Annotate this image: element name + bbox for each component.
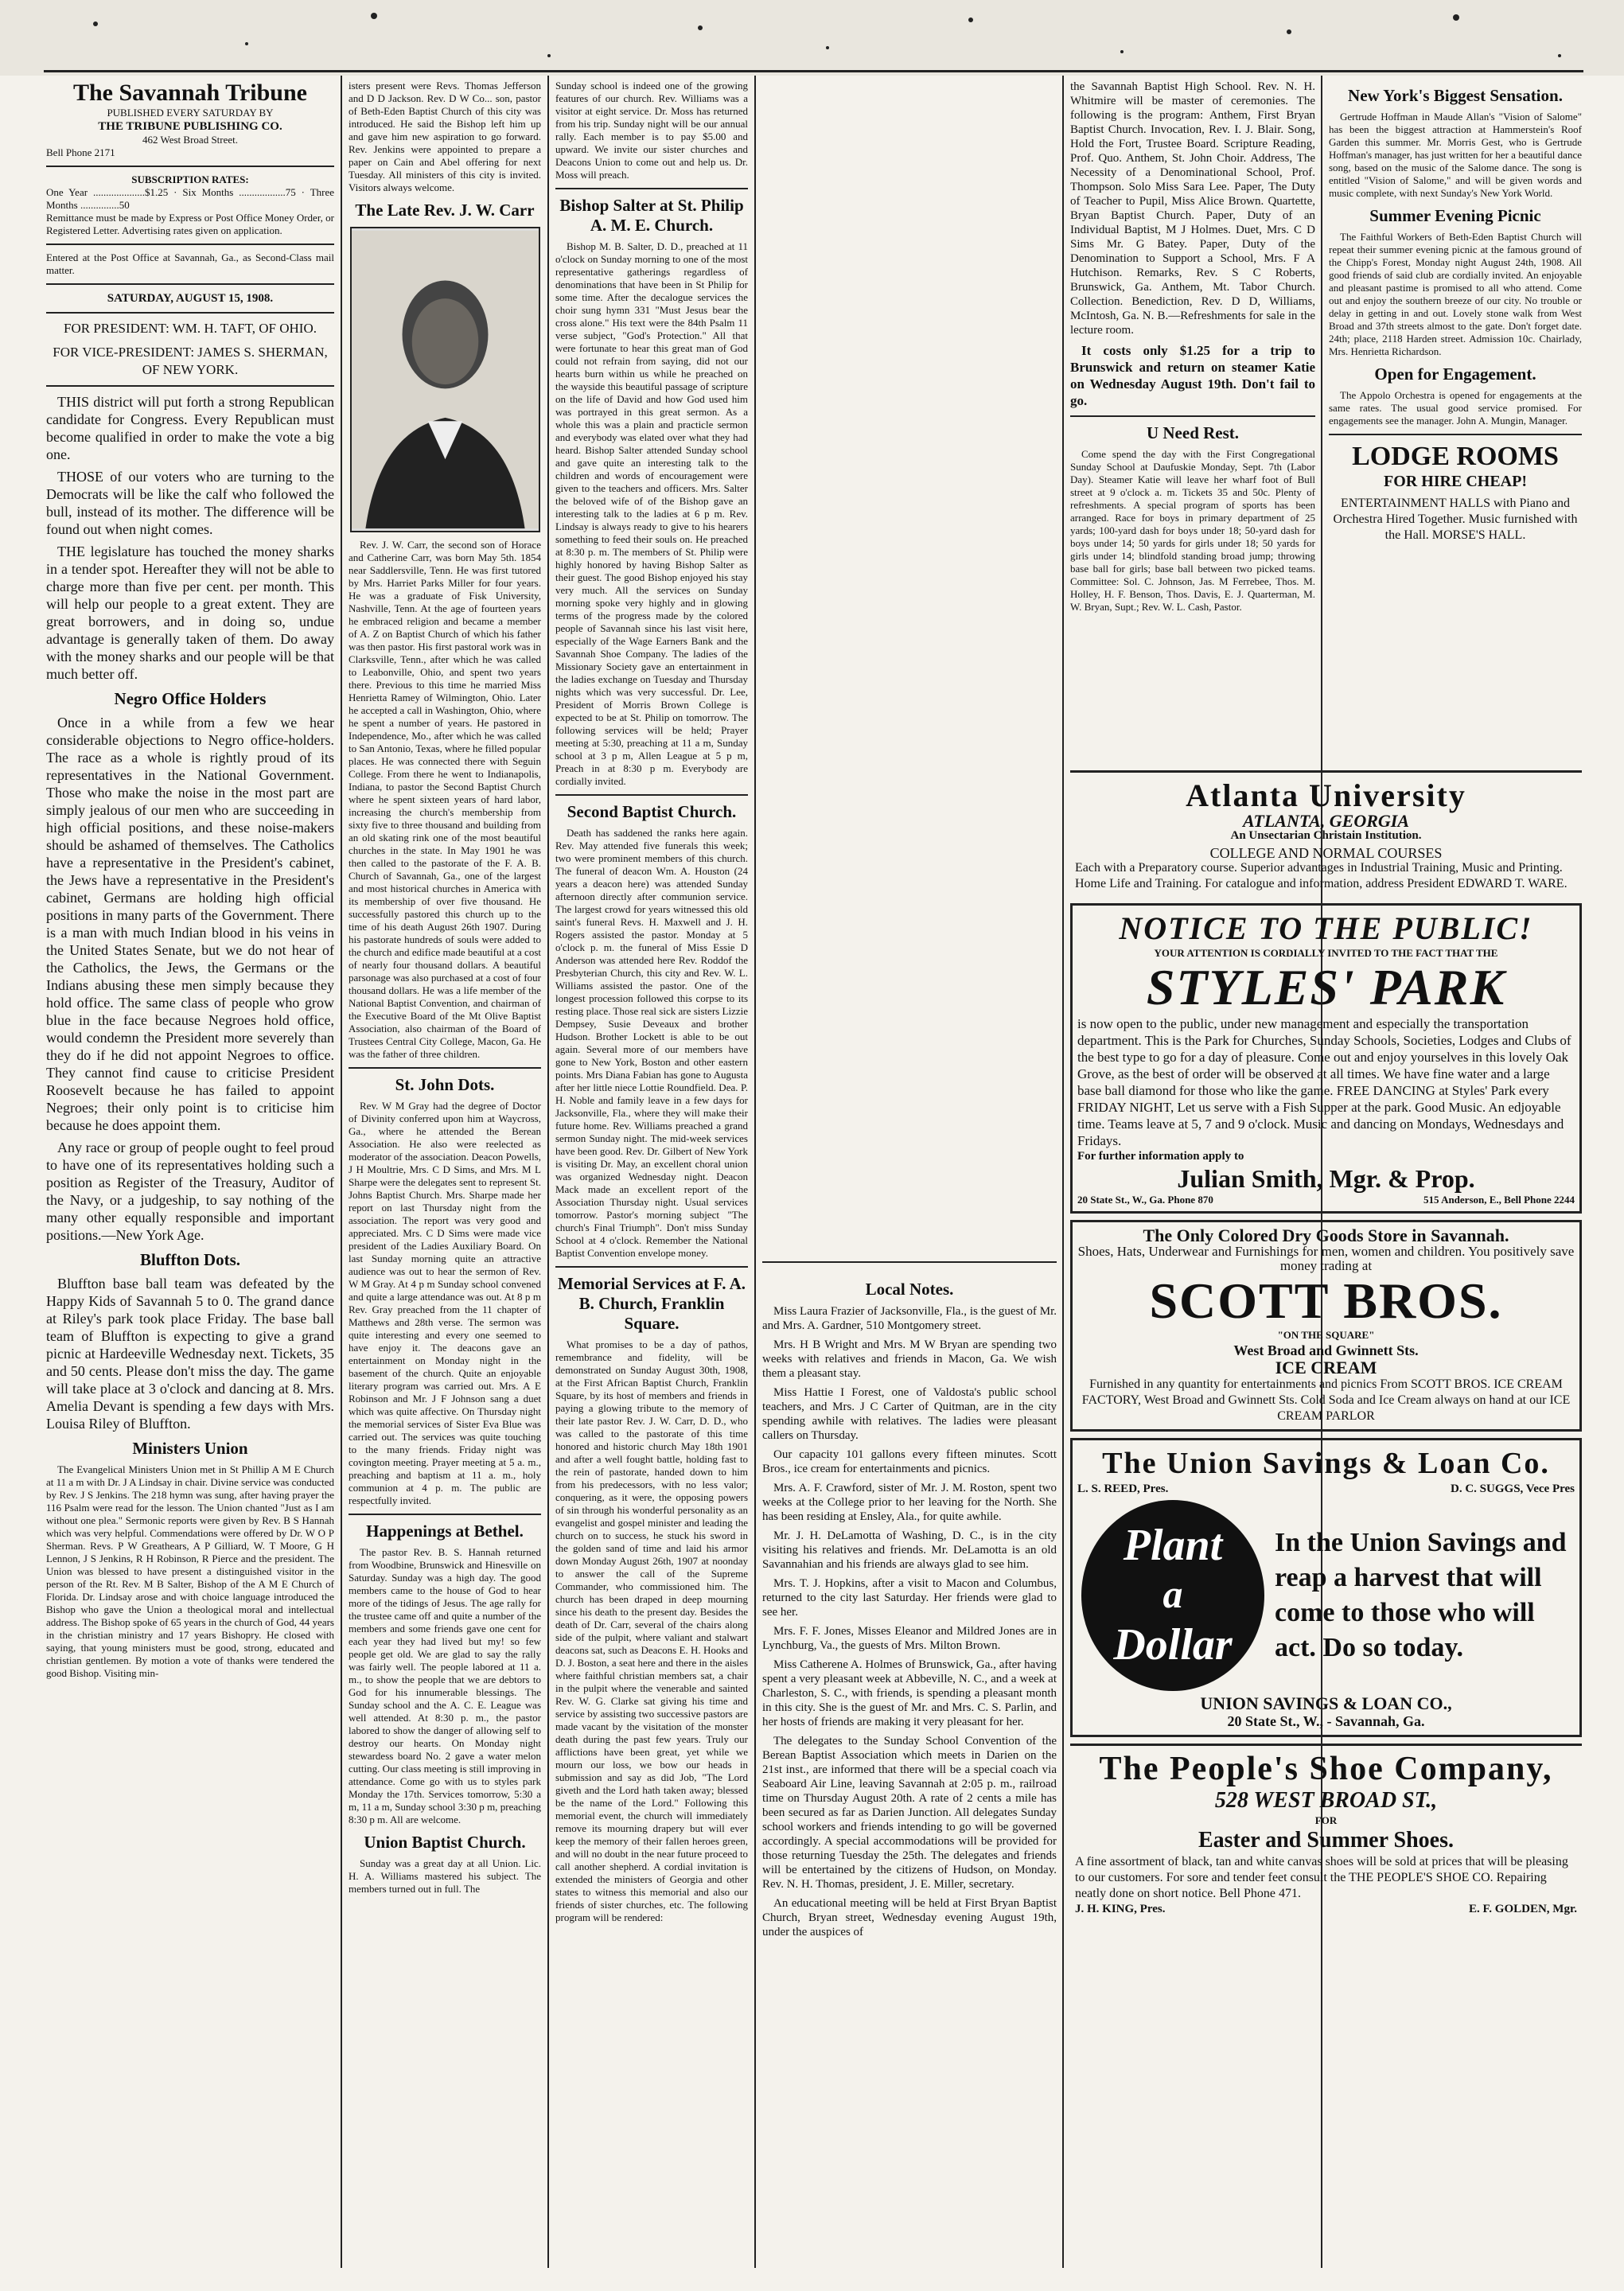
rates-list: One Year ....................$1.25 · Six Months ..................75 · Three Months ...............50	[46, 186, 334, 211]
styles-park-title: STYLES' PARK	[1146, 959, 1506, 1015]
union-footer: UNION SAVINGS & LOAN CO.,	[1200, 1693, 1452, 1713]
scott-address: West Broad and Gwinnett Sts.	[1233, 1342, 1419, 1358]
union-plant-row	[1077, 1496, 1575, 1695]
styles-manager: Julian Smith, Mgr. & Prop.	[1177, 1164, 1475, 1193]
lodge-rooms-title: LODGE ROOMS	[1352, 442, 1559, 471]
column-1	[46, 80, 334, 2276]
divider	[555, 794, 748, 796]
column-6	[1329, 80, 1582, 756]
article-paragraph: Bishop M. B. Salter, D. D., preached at 11 o'clock on Sunday morning to one of the most representative gatherings regardless of denominations that have been in St Philip for some time. After the decalogue services the choir sung hymn 331 "Must Jesus bear the cross alone." His text were the 84th Psalm 11 verse subject, "God's Protection." All that were fortunate to hear this great man of God could not refrain from saying, did not our hearts burn within us while he preached on the wayside this beautiful passage of scripture on the life of David and how God used him was portrayed in this great sermon. As a whole this was a plain and practicle sermon and everybody was elated over what they had heard. Bishop Salter attended Sunday school and gave quite an interesting talk to the children and words of encouragement were given to the teachers and officers. Mrs. Salter the beloved wife of of the Bishop gave an interesting talk to the ladies at 6 p m. Rev. Lindsay is always ready to give to his hearers something to feed their souls on. He preached at 8:30 p. m. The members of St. Philip were highly honored by having Bishop Salter as their guest. The good Bishop enjoyed his stay very much. All the services on Sunday morning spoke very highly and in glowing terms of the progress made by the colored people of Savannah since his last visit here, especially of the Wage Earners Bank and the Savannah Shoe Company. The ladies of the Missionary Society gave an entertainment in the ladies exchange on Tuesday and Thursday nights which was very successful. Dr. Lee, President of Morris Brown College is expected to be at St. Philip on tomorrow. The following services will be held; Prayer meeting at 5:30, preaching at 11 a m, Sunday school at 3 p m, Allen League at 5 p m, Preach in at 8:30 p m. Everybody are cordially invited.	[555, 240, 748, 787]
divider	[46, 312, 334, 314]
portrait-image	[350, 227, 540, 532]
local-note: Mr. J. H. DeLamotta of Washing, D. C., is in the city visiting his relatives and friends. Mr. DeLamotta is an old Savannahian and his friends are always glad to see him.	[762, 1529, 1057, 1571]
divider	[762, 1261, 1057, 1263]
shoe-text: A fine assortment of black, tan and white canvas shoes will be sold at prices that will be pleasing to our customers. For sore and tender feet consult the THE PEOPLE'S SHOE CO. Repairing neatly done on short notice. Bell Phone 471.	[1075, 1855, 1568, 1900]
remittance-note: Remittance must be made by Express or Post Office Money Order, or Registered Letter. Advertising rates given on application.	[46, 212, 334, 236]
shoe-address: 528 WEST BROAD ST.,	[1214, 1788, 1438, 1813]
divider	[46, 283, 334, 285]
article-paragraph: The Evangelical Ministers Union met in St Phillip A M E Church at 11 a m with Dr. J A Lindsay in chair. Divine service was conducted by Rev. J S Jenkins. The 218 hymn was sung, after having prayer the 116 Psalm were read for the lesson. The Union chanted "Just as I am without one plea." Sermonic reports were given by Rev. B S Hannah which was very helpful. Commendations were offered by Dr. W O P Sherman. Revs. P W Greathears, A P Gilliard, W. T Moore, G H Lennon, J S Jenkins, R H Robinson, R Pierce and the president. The Union was blessed to have present a distinguished visitor in the person of the Rt. Rev. M B Salter, Bishop of the A M E Church of Florida. Dr. Lindsay arose and with choice language introduced the Bishop who gave the Union a theological moral and intellectual address. The Bishop spoke of 65 years in the church of God, 44 years in the christian ministry and 17 years Bishopry. He closed with saying, that young ministers must be good, strong, educated and christian gentlemen. By motion a vote of thanks were tendered the good Bishop. Visiting min-	[46, 1463, 334, 1679]
union-vice-president: D. C. SUGGS, Vece Pres	[1451, 1483, 1575, 1495]
article-heading: Union Baptist Church.	[364, 1833, 526, 1852]
local-note: Mrs. T. J. Hopkins, after a visit to Macon and Columbus, returned to the city last Saturday. Her friends were glad to see her.	[762, 1577, 1057, 1619]
union-text: In the Union Savings and reap a harvest that will come to those who will act. Do so today.	[1275, 1528, 1567, 1662]
divider	[1329, 434, 1582, 435]
article-heading: The Late Rev. J. W. Carr	[355, 201, 535, 220]
president-candidate: FOR PRESIDENT: WM. H. TAFT, OF OHIO.	[64, 321, 317, 336]
divider	[349, 1067, 541, 1069]
scott-heading: The Only Colored Dry Goods Store in Savannah.	[1143, 1225, 1509, 1245]
column-rule	[547, 76, 549, 2268]
article-paragraph: Sunday school is indeed one of the growing features of our church. Rev. Williams was a visitor at eight service. Dr. Moss has returned from his trip. Sunday night will be our annual rally. Each member is to pay $5.00 and upward. We invite our sister churches and Deacons Union to come out and help us. Dr. Moss will preach.	[555, 80, 748, 181]
a-word: a	[1163, 1572, 1183, 1616]
rates-heading: SUBSCRIPTION RATES:	[131, 173, 249, 185]
union-officers	[1077, 1482, 1575, 1496]
divider	[46, 385, 334, 387]
divider	[46, 166, 334, 167]
masthead-title: The Savannah Tribune	[72, 80, 307, 106]
union-savings-ad	[1070, 1438, 1582, 1737]
program-paragraph: the Savannah Baptist High School. Rev. N. H. Whitmire will be master of ceremonies. The following is the program: Anthem, First Bryan Baptist Church. Invocation, Rev. I. J. Blair. Song, Hold the Fort, Trustee Board. Scripture Reading, Prof. Quo. Anthem, St. John Choir. Address, The Necessity of a Denominational School, Prof. Thompson. Solo Miss Sara Lee. Paper, The Duty of Teacher to Pupil, Miss Alice Brown. Quartette, Bryan Baptist Church. Paper, Duty of an Individual Baptist, M J Holmes. Duet, Mrs. C D Sims Mr. G Batey. Paper, Duty of the Denomination to Support a School, Mrs. F A Hutchison. Remarks, Rev. S C Roberts, Brunswick, Ga. Anthem, Mt. Tabor Church. Collection. Benediction, Rev. D D, Williams, McIntosh, Ga. N. B.—Refreshments for sale in the lecture room.	[1070, 80, 1315, 337]
article-paragraph: Bluffton base ball team was defeated by the Happy Kids of Savannah 5 to 0. The grand dance at Riley's park took place Friday. The base ball team of Bluffton is expecting to give a grand picnic at Hardeeville Wednesday next. Tickets, 35 and 50 cents. Please don't miss the day. The game will take place at 3 o'clock and dancing at 8. Mrs. Amelia Devant is spending a few days with Mrs. Louisa Riley of Bluffton.	[46, 1276, 334, 1432]
article-paragraph: Gertrude Hoffman in Maude Allan's "Vision of Salome" has been the biggest attraction at Hammerstein's Roof Garden this summer. Mr. Morris Gest, who is Gertrude Hoffman's manager, has just written for her a beautiful dance song, based on the music of the Salome dance. The song is entitled "Vision of Salome," and will be given words and music complete, with next Sunday's New York World.	[1329, 111, 1582, 199]
column-4	[762, 1273, 1057, 2276]
article-paragraph: Death has saddened the ranks here again. Rev. May attended five funerals this week; two were prominent members of this church. The funeral of deacon Wm. A. Houston (24 years a deacon here) was attended Sunday afternoon directly after communion service. The largest crowd for years witnessed this old saint's funeral Revs. H. Maxwell and J. H. Rogers assisted the pastor. Monday at 5 o'clock p. m. the funeral of Miss Essie D Anderson was attended here Rev. Roddof the Presbyterian Church, this city and Rev. W. L. Williams assisted the pastor. One of the longest procession followed this corpse to its resting place. Those real sick are sisters Lizzie Dempsey, Susie Deveaux and brother Hudson. Brother Lockett is able to be out again. Several more of our members have gone to New York, Boston and other eastern points. Mrs Diana Fabian has gone to Augusta after her little niece Lottie Roundfield. Dea. P. H. Noble and family leave in a few days for Jacksonville, Fla., where they will make their future home. Rev. Williams preached a grand sermon Sunday night. The mid-week services have been good. Rev. Dr. Gilbert of New York is visiting Dr. May, an excellent choral union was organized Wednesday night. Deacon Mack made an excellent report of the Association Thursday night. Usual services tomorrow. Pastor's morning subject "The church's Final Triumph". Don't miss Sunday School at 4 o'clock. Remember the National Baptist Convention envelope money.	[555, 827, 748, 1259]
print-noise-border	[0, 0, 1624, 76]
column-3	[555, 80, 748, 2276]
styles-addresses	[1077, 1194, 1575, 1206]
styles-address-west: 20 State St., W., Ga. Phone 870	[1077, 1194, 1213, 1206]
styles-apply: For further information apply to	[1077, 1150, 1244, 1163]
dollar-word: Dollar	[1113, 1620, 1233, 1670]
article-paragraph: Sunday was a great day at all Union. Lic. H. A. Williams mastered his subject. The members turned out in full. The	[349, 1857, 541, 1895]
atlanta-text: Each with a Preparatory course. Superior advantages in Industrial Training, Music and Printing. Home Life and Training. For catalogue and information, address President EDWARD T. WARE.	[1075, 861, 1568, 890]
scott-bros-ad	[1070, 1220, 1582, 1432]
article-paragraph: isters present were Revs. Thomas Jefferson and D D Jackson. Rev. D W Co... son, pastor of Beth-Eden Baptist Church of this city was introduced. He said the Bishop left him up and gave him new aspiration to go forward. Rev. Jenkins were appointed to prepare a paper on Cain and Abel offering for next Tuesday. All ministers of this city is invited. Visitors always welcome.	[349, 80, 541, 193]
article-heading: Local Notes.	[865, 1280, 954, 1299]
article-paragraph: Rev. W M Gray had the degree of Doctor of Divinity conferred upon him at Waycross, Ga., where he attended the Berean Association. He also were reelected as moderator of the association. Deacon Powells, J H Moultrie, Mrs. C D Sims, and Mrs. M L Sharpe were the delegates sent to represent St. Johns Baptist Church. Mrs. Sharpe made her report on last Thursday night from the association. The report was very good and appreciated. Mrs. C D Sims were made vice president of the Ladies Auxiliary Board. On last Sunday morning quite an attractive audience was out to hear the sermon of Rev. W M Gray. At 4 p m Sunday school convened and quite a large attendance was out. At 8 p m Rev. Gray preached from the 11 chapter of Matthews and 28th verse. The sermon was quite interesting and every one seemed to have enjoy it. The deacons gave an entertainment on Monday night in the basement of the church. Quite an enjoyable literary program was carried out. Mrs. A E Robinson and Mr. J F Johnson sang a duet which was quite affective. On Thursday night the memorial services of Sister Eva Blue was carried out. The services was quite touching to the many friends. Friday night was covington meeting. Prayer meeting at 5 a. m., preaching and baptism at 11 a. m., holy communion at 4 p. m. The public are respectfully invited.	[349, 1100, 541, 1506]
ads-column	[1070, 764, 1582, 2276]
local-note: Miss Laura Frazier of Jacksonville, Fla., is the guest of Mr. and Mrs. A. Gardner, 510 Montgomery street.	[762, 1305, 1057, 1332]
masthead-published: PUBLISHED EVERY SATURDAY BY	[107, 107, 274, 119]
article-heading: Bishop Salter at St. Philip A. M. E. Church.	[559, 196, 744, 235]
shoe-manager: E. F. GOLDEN, Mgr.	[1469, 1903, 1577, 1915]
article-paragraph: Come spend the day with the First Congregational Sunday School at Daufuskie Monday, Sept. 7th (Labor Day). Steamer Katie will leave her wharf foot of Bull street at 9 o'clock a. m. Tickets 35 and 50c. Plenty of refreshments. A special program of sports has been arranged. Race for boys in primary department of 25 yards; 100-yard dash for boys under 18; 50-yard dash for boys under 14; 50 yards for girls under 18; 50 yards for girls under 14; blindfold standing broad jump; throwing base ball for girls; base ball between two picked teams. Committee: Sol. C. Johnson, Jas. M Ferrebee, Thos. M. Holley, H. F. Benson, Thos. Davis, E. J. Quarterman, M. W. Bryan, Supt.; Rev. W. L. Cash, Pastor.	[1070, 448, 1315, 613]
article-heading: U Need Rest.	[1146, 423, 1240, 442]
article-heading: New York's Biggest Sensation.	[1348, 86, 1563, 105]
divider	[1070, 415, 1315, 417]
shoe-president: J. H. KING, Pres.	[1075, 1903, 1166, 1915]
shoe-officers	[1075, 1902, 1577, 1916]
article-paragraph: Any race or group of people ought to feel proud to have one of its representatives holding such a position as Register of the Treasury, Auditor of the Navy, or a judgeship, to say nothing of the many other equally responsible and important positions.—New York Age.	[46, 1140, 334, 1243]
masthead-phone: Bell Phone 2171	[46, 146, 115, 158]
notice-subtitle: YOUR ATTENTION IS CORDIALLY INVITED TO THE FACT THAT THE	[1154, 947, 1498, 959]
divider	[555, 188, 748, 189]
article-heading: Open for Engagement.	[1374, 364, 1536, 384]
entered-note: Entered at the Post Office at Savannah, Ga., as Second-Class mail matter.	[46, 251, 334, 276]
local-note: Our capacity 101 gallons every fifteen minutes. Scott Bros., ice cream for entertainments and picnics.	[762, 1448, 1057, 1475]
excursion-note: It costs only $1.25 for a trip to Brunswick and return on steamer Katie on Wednesday August 19th. Don't fail to go.	[1070, 343, 1315, 408]
article-heading: Negro Office Holders	[114, 689, 267, 708]
vice-president-candidate: FOR VICE-PRESIDENT: JAMES S. SHERMAN, OF NEW YORK.	[53, 345, 328, 377]
article-paragraph: The Appolo Orchestra is opened for engagements at the same rates. The usual good service promised. For engagements see the manager. John A. Mungin, Manager.	[1329, 389, 1582, 427]
scott-square: "ON THE SQUARE"	[1277, 1329, 1375, 1341]
column-rule	[341, 76, 342, 2268]
atlanta-description: An Unsectarian Christain Institution.	[1230, 829, 1422, 842]
peoples-shoe-ad	[1070, 1744, 1582, 1921]
column-5	[1070, 80, 1315, 756]
union-address: 20 State St., W., - Savannah, Ga.	[1227, 1713, 1425, 1729]
scott-title: SCOTT BROS.	[1149, 1272, 1503, 1329]
lodge-rooms-subtitle: FOR HIRE CHEAP!	[1384, 473, 1527, 490]
local-note: Mrs. F. F. Jones, Misses Eleanor and Mildred Jones are in Lynchburg, Va., the guests of Mrs. Milton Brown.	[762, 1625, 1057, 1652]
article-heading: Happenings at Bethel.	[366, 1521, 524, 1541]
local-note: Miss Catherene A. Holmes of Brunswick, Ga., after having spent a very pleasant week at Abbeville, N. C., and a week at Charleston, S. C., with friends, is spending a pleasant month in this city. She is the guest of Mr. and Mrs. C. S. Parlin, and her hosts of friends are making it very pleasant for her.	[762, 1658, 1057, 1728]
atlanta-courses: COLLEGE AND NORMAL COURSES	[1209, 845, 1443, 861]
column-rule	[754, 76, 756, 2268]
divider	[46, 244, 334, 245]
article-paragraph: Once in a while from a few we hear considerable objections to Negro office-holders. The race as a whole is rightly proud of its representatives in the National Government. Those who make the noise in the most part are simply jealous of our men who are succeeding in high official positions, and these noise-makers should be ashamed of themselves. The Catholics have a representative in the President's cabinet, the Jews have a representative in the President's cabinet, Germans are holding high official positions in many parts of the Government. There is a man with much Indian blood in his veins in the United States Senate, but we do not hear of the Catholics, the Jews, the Germans or the Indians abusing these men simply because they hold office. The same class of people who grow blue in the face because Negroes hold office, would condemn the President more severely than they do if he did not appoint Negroes to office. They cannot find cause to criticise President Roosevelt because he has failed to appoint Negroes; their only point is to criticise him because he does appoint them.	[46, 715, 334, 1133]
column-2	[349, 80, 541, 2276]
issue-date: SATURDAY, AUGUST 15, 1908.	[107, 292, 274, 305]
article-paragraph: The pastor Rev. B. S. Hannah returned from Woodbine, Brunswick and Hinesville on Saturday. Sunday was a high day. The good members came to the house of God to hear more of the tidings of Jesus. The age rally for the trustee came off and quite a number of the members and some friends gave one cent for each year they had lived but my! so few people get old. We are glad to say the rally was fairly well. The people labored at 11 a. m., to show the people that we are debtors to God for his innumerable blessings. The Sunday school and the A. C. E. League was well attended. At 8:30 p. m., the pastor labored to show the danger of allowing self to destroy our hearts. On Monday night stewardess board No. 2 gave a water melon cutting. Our class meeting is still improving in attendance. Come go with us to styles park Monday the 17th. Services tomorrow, 5:30 a m, 11 a m, Sunday school 3:30 p m, preaching 8:30 p m. All are welcome.	[349, 1546, 541, 1825]
union-president: L. S. REED, Pres.	[1077, 1483, 1169, 1495]
article-heading: Memorial Services at F. A. B. Church, Franklin Square.	[558, 1274, 746, 1333]
article-heading: St. John Dots.	[395, 1075, 495, 1094]
article-heading: Second Baptist Church.	[567, 802, 737, 821]
local-note: An educational meeting will be held at First Bryan Baptist Church, Bryan street, Wednesday evening August 19th, under the auspices of	[762, 1897, 1057, 1938]
scott-ice-text: Furnished in any quantity for entertainments and picnics From SCOTT BROS. ICE CREAM FACTORY, West Broad and Gwinnett Sts. Cold Soda and Ice Cream always on hand at our ICE CREAM PARLOR	[1081, 1377, 1571, 1423]
article-heading: Summer Evening Picnic	[1369, 206, 1541, 225]
styles-address-east: 515 Anderson, E., Bell Phone 2244	[1423, 1194, 1575, 1206]
column-rule	[1062, 76, 1064, 2268]
editorial-paragraph: THOSE of our voters who are turning to the Democrats will be like the calf who followed the bull, instead of its mother. The difference will be found out when night comes.	[46, 469, 334, 537]
shoe-title: The People's Shoe Company,	[1099, 1751, 1553, 1787]
local-note: The delegates to the Sunday School Convention of the Berean Baptist Association which meets in Darien on the 21st inst., are informed that there will be a special coach via Seaboard Air Line, leaving Savannah at 2:05 p. m., railroad time on Thursday August 20th. A rate of 2 cents a mile has been secured as far as Darien Junction. All delegates Sunday school workers and friends intending to go will be governed accordingly. A special accommodations will be provided for those returning Tuesday the 25th. The delegates and friends will be entertained by the citizens of Hudson, on Monday. Rev. N. H. Thomas, president, J. E. Miller, secretary.	[762, 1735, 1057, 1891]
scott-text: Shoes, Hats, Underwear and Furnishings for men, women and children. You positively save money trading at	[1077, 1244, 1575, 1273]
article-heading: Ministers Union	[132, 1439, 248, 1458]
shoe-season: Easter and Summer Shoes.	[1198, 1828, 1454, 1853]
local-note: Mrs. A. F. Crawford, sister of Mr. J. M. Roston, spent two weeks at the College prior to her leaving for the North. She has been residing at Ensley, Ala., for quite awhile.	[762, 1482, 1057, 1523]
shoe-for: FOR	[1314, 1814, 1338, 1826]
editorial-paragraph: THIS district will put forth a strong Republican candidate for Congress. Every Republican must become qualified in order to make the vote a big one.	[46, 394, 334, 462]
article-paragraph: The Faithful Workers of Beth-Eden Baptist Church will repeat their summer evening picnic at the famous ground of the Chipp's Forest, Monday night August 24th, 1908. All good friends of said club are cordially invited. An enjoyable and pleasant pastime is promised to all who attend. Come out and enjoy the southern breeze of our city. No trouble or delay in getting in and out. Lovely stone walk from West Broad and 37th streets almost to the gate. Don't forget date. 24th; place, 2118 Harden street. Admission 10c. Chairlady, Mrs. Henrietta Richardson.	[1329, 231, 1582, 357]
divider	[349, 1514, 541, 1515]
masthead-address: 462 West Broad Street.	[142, 134, 239, 146]
union-title: The Union Savings & Loan Co.	[1102, 1447, 1550, 1480]
local-note: Miss Hattie I Forest, one of Valdosta's public school teachers, and Mrs. J C Carter of Quitman, are in the city spending awhile with relatives. The ladies were pleasant callers on Thursday.	[762, 1386, 1057, 1442]
atlanta-university-ad	[1070, 770, 1582, 897]
editorial-paragraph: THE legislature has touched the money sharks in a tender spot. Hereafter they will not be able to charge more than five per cent. per month. This will help our people to a great extent. They are great borrowers, and in doing so, undue advantage is generally taken of them. Do away with the money sharks and our people will be that much better off.	[46, 544, 334, 682]
styles-park-ad	[1070, 903, 1582, 1214]
divider	[555, 1266, 748, 1268]
masthead-publisher: THE TRIBUNE PUBLISHING CO.	[98, 120, 282, 133]
lodge-rooms-text: ENTERTAINMENT HALLS with Piano and Orchestra Hired Together. Music furnished with the Hall. MORSE'S HALL.	[1333, 497, 1578, 542]
styles-park-text: is now open to the public, under new management and especially the transportation department. This is the Park for Churches, Sunday Schools, Societies, Lodges and Clubs of the best type to go for a day of pleasure. Come out and enjoy yourselves in this lovely Oak Grove, as the best of order will be observed at all times. We have fine water and a large base ball diamond for those who like the game. FREE DANCING at Styles' Park every FRIDAY NIGHT, Let us serve with a Fish Supper at the park. Good Music. An edjoyable time. Teams leave at 5, 7 and 9 o'clock. Music and dancing on Mondays, Wednesdays and Fridays.	[1077, 1016, 1571, 1148]
article-paragraph: Rev. J. W. Carr, the second son of Horace and Catherine Carr, was born May 5th. 1854 near Saddlersville, Tenn. He was first tutored by Mrs. Harriet Parks Miller for four years. He was a graduate of Fisk University, Nashville, Tenn. At the age of fourteen years he embraced religion and became a member of A. Z on Baptist Church of which his father was then pastor. His first pastoral work was in Clarksville, Tenn., after which he was called to Leabonville, Ohio, and spent two years there. Previous to this time he married Miss Henrietta Ramey of Wilmington, Ohio. Later he accepted a call in Washington, Ohio, where he spent a number of years. He pastored in Independence, Mo., after which he was called to San Antonio, Texas, where he filled popular places. He was connected there with Seguin College. From there he went to Indianapolis, Indiana, to pastor the Second Baptist Church where he spent sixteen years of hard labor, increasing the church's membership from sixty five to three thousand and building from an old skating rink one of the most beautiful churches in the state. In May 1901 he was then called to the pastorate of the F. A. B. Church of Savannah, Ga., one of the largest and most historical churches in America with its membership of over five thousand. He successfully pastored this church up to the time of his death August 26th 1907. During his pastorate hundreds of souls were added to the church and edifice made beautiful at a cost of nearly four thousand dollars. A beautiful parsonage was also purchased at a cost of four thousand dollars. He was a life member of the National Baptist Convention, and chairman of the Executive Board of the Mt Olive Baptist Association, also chairman of the Board of Trustees Central City College, Macon, Ga. He was the father of three children.	[349, 539, 541, 1060]
article-paragraph: What promises to be a day of pathos, remembrance and fidelity, will be demonstrated on Sunday August 30th, 1908, at the First African Baptist Church, Franklin Square, by its host of members and friends in paying a glowing tribute to the memory of their late pastor Rev. J. W. Carr, D. D., who was called to the pastorate of this time honored and historic church May 18th 1901 and after a well fought battle, holding fast to the rein of pastorate, handed down to him from his predecessors, with no less valor; conquering, as it were, the opposing powers of sin through his wonderful personality as an evangelist and gospel minister and leading the church on to success, he stuck his sword in the golden sand of time and laid his armor down Monday August 26th, 1907 at noonday to answer the call of the Supreme Commander, who commissioned him. The church has been draped in deep mourning since his death to the present day. Besides the death of Dr. Carr, several of the chairs along side of the pulpit, where valiant and stalwart deacons sat, such as Deacons E. H. Hooks and D. J. Boston, a seat here and there in the aisles where faithful christian members sat, a chair in the pulpit where the venerable and sainted Rev. W. G. Clarke sat giving his time and service by assisting two successive pastors are made vacant by the visitation of the monster death during the past few years. Truly our afflictions have been great, yet while we mourn our loss, we bow our heads in submission and say as did Job, "The Lord giveth and the Lord hath taken away; blessed be the name of the Lord." Following this memorial event, the church will immediately remove its mourning drapery but will ever keep the memory of their fallen heroes green, and will no doubt in the near future proceed to call another shepherd. A cordial invitation is extended the ministers of Georgia and other states to witness this memorial and also our friends of sister churches, etc. The following program will be rendered:	[555, 1338, 748, 1923]
scott-ice-cream: ICE CREAM	[1275, 1358, 1377, 1377]
plant-a-dollar-badge	[1077, 1496, 1268, 1695]
article-heading: Bluffton Dots.	[139, 1250, 240, 1269]
plant-word: Plant	[1123, 1521, 1223, 1570]
atlanta-city: ATLANTA, GEORGIA	[1242, 811, 1410, 831]
notice-title: NOTICE TO THE PUBLIC!	[1119, 910, 1533, 946]
local-note: Mrs. H B Wright and Mrs. M W Bryan are spending two weeks with relatives and friends in Macon, Ga. We wish them a pleasant stay.	[762, 1338, 1057, 1380]
atlanta-title: Atlanta University	[1186, 777, 1466, 813]
